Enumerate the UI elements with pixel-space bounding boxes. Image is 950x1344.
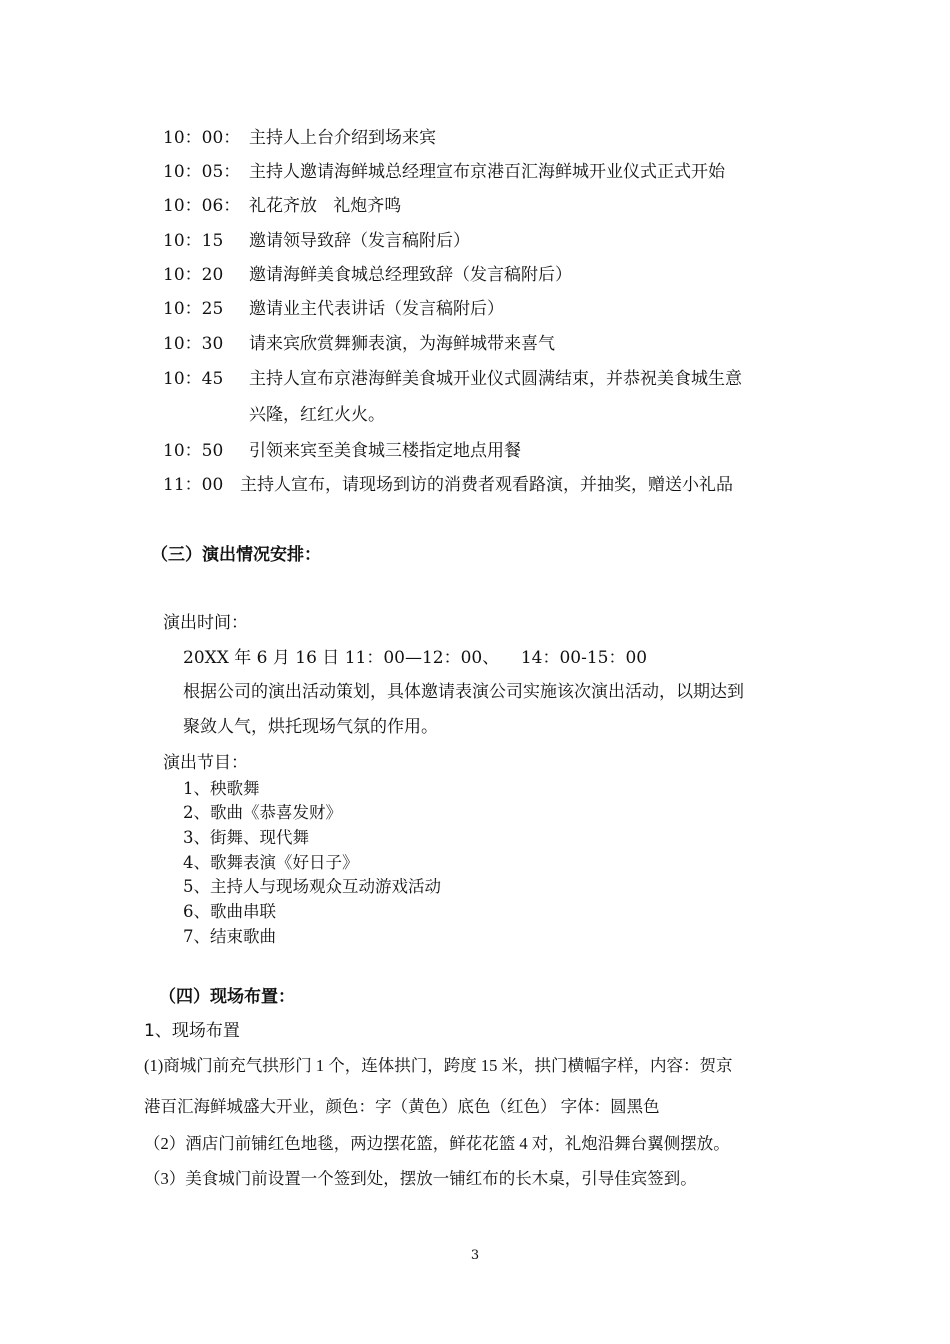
program-item: 2、歌曲《恭喜发财》 bbox=[183, 803, 342, 822]
page-number: 3 bbox=[470, 1248, 480, 1263]
program-item: 7、结束歌曲 bbox=[183, 927, 276, 946]
schedule-row bbox=[163, 264, 803, 286]
performance-time-label: 演出时间： bbox=[163, 613, 248, 633]
schedule-text: 邀请领导致辞（发言稿附后） bbox=[249, 231, 470, 251]
performance-description-continued: 聚敛人气，烘托现场气氛的作用。 bbox=[183, 717, 438, 737]
schedule-text: 引领来宾至美食城三楼指定地点用餐 bbox=[249, 441, 521, 461]
schedule-time: 11：00 bbox=[163, 475, 224, 495]
schedule-time: 10：15 bbox=[163, 231, 224, 251]
schedule-time: 10：25 bbox=[163, 299, 224, 319]
layout-item-3: （3）美食城门前设置一个签到处，摆放一铺红布的长木桌，引导佳宾签到。 bbox=[144, 1169, 697, 1188]
program-item: 4、歌舞表演《好日子》 bbox=[183, 853, 359, 872]
schedule-row bbox=[163, 127, 803, 149]
section3-heading: （三）演出情况安排： bbox=[151, 545, 321, 565]
program-item: 5、主持人与现场观众互动游戏活动 bbox=[183, 877, 441, 896]
layout-item-1-continued: 港百汇海鲜城盛大开业，颜色：字（黄色）底色（红色） 字体：圆黑色 bbox=[144, 1097, 660, 1116]
performance-time-value: 20XX 年 6 月 16 日 11：00—12：00、 14：00-15：00 bbox=[183, 648, 648, 668]
schedule-text: 邀请业主代表讲话（发言稿附后） bbox=[249, 299, 504, 319]
layout-item-2: （2）酒店门前铺红色地毯，两边摆花篮，鲜花花篮 4 对，礼炮沿舞台翼侧摆放。 bbox=[144, 1134, 730, 1153]
schedule-text: 礼花齐放 礼炮齐鸣 bbox=[249, 196, 402, 216]
layout-item-1: (1)商城门前充气拱形门 1 个，连体拱门，跨度 15 米，拱门横幅字样，内容：贺京 bbox=[144, 1056, 733, 1075]
performance-description: 根据公司的演出活动策划，具体邀请表演公司实施该次演出活动，以期达到 bbox=[183, 682, 744, 702]
program-item: 6、歌曲串联 bbox=[183, 902, 276, 921]
section4-subheading: 1、现场布置 bbox=[144, 1021, 240, 1041]
section4-heading: （四）现场布置： bbox=[159, 987, 295, 1007]
schedule-row bbox=[163, 230, 803, 252]
schedule-row bbox=[163, 161, 803, 183]
schedule-row bbox=[163, 440, 803, 462]
schedule-text: 请来宾欣赏舞狮表演，为海鲜城带来喜气 bbox=[249, 334, 555, 354]
schedule-time: 10：30 bbox=[163, 334, 224, 354]
schedule-time: 10：20 bbox=[163, 265, 224, 285]
schedule-text: 邀请海鲜美食城总经理致辞（发言稿附后） bbox=[249, 265, 572, 285]
program-item: 3、街舞、现代舞 bbox=[183, 828, 309, 847]
schedule-time: 10：05： bbox=[163, 162, 241, 182]
schedule-text: 主持人宣布，请现场到访的消费者观看路演，并抽奖，赠送小礼品 bbox=[240, 475, 733, 495]
schedule-row bbox=[163, 333, 803, 355]
schedule-time: 10：06： bbox=[163, 196, 241, 216]
schedule-row bbox=[163, 195, 803, 217]
schedule-row bbox=[163, 474, 803, 496]
schedule-text-continued: 兴隆，红红火火。 bbox=[249, 405, 385, 425]
program-label: 演出节目： bbox=[163, 753, 248, 773]
schedule-text: 主持人上台介绍到场来宾 bbox=[249, 128, 436, 148]
schedule-time: 10：50 bbox=[163, 441, 224, 461]
schedule-text: 主持人邀请海鲜城总经理宣布京港百汇海鲜城开业仪式正式开始 bbox=[249, 162, 725, 182]
schedule-text: 主持人宣布京港海鲜美食城开业仪式圆满结束，并恭祝美食城生意 bbox=[249, 369, 742, 389]
schedule-row bbox=[163, 368, 808, 390]
schedule-time: 10：45 bbox=[163, 369, 224, 389]
schedule-row bbox=[163, 298, 803, 320]
program-item: 1、秧歌舞 bbox=[183, 779, 260, 798]
schedule-time: 10：00： bbox=[163, 128, 241, 148]
